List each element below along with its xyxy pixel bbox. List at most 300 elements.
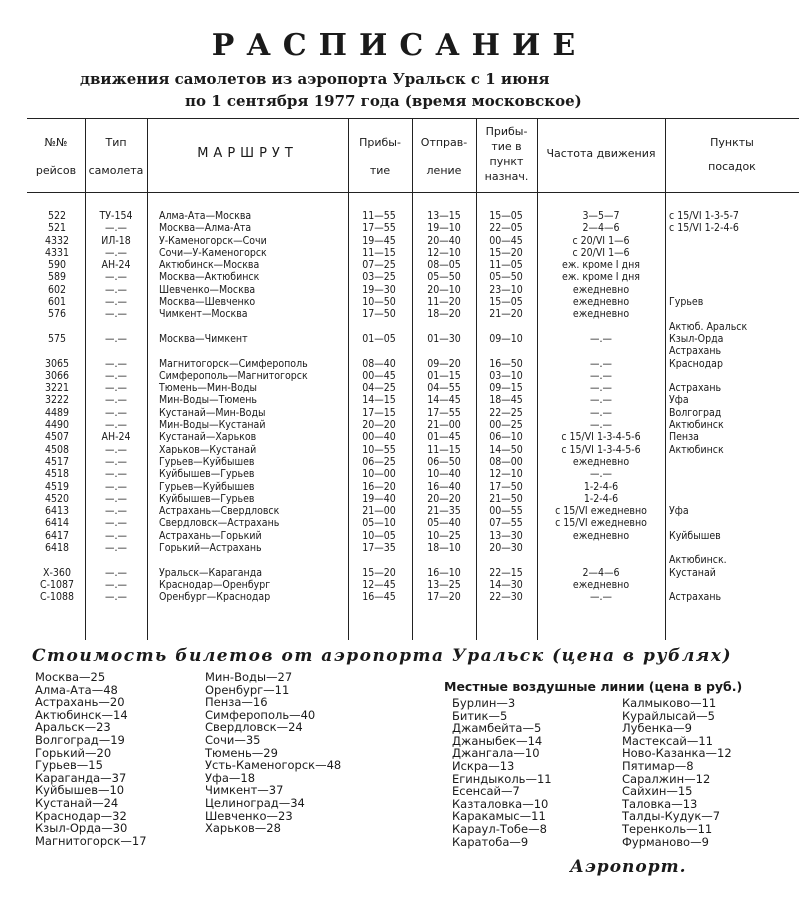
cell-frequency: с 15/VI 1-3-4-5-6 [561,431,641,444]
cell-route: Мин-Воды—Кустанай [159,419,266,432]
cell-departure-time: 06—50 [427,455,461,468]
fare-item: Таловка—13 [622,796,698,811]
cell-destination-arrival-time: 00—25 [489,419,523,432]
cell-departure-time: 20—20 [427,492,461,505]
header-departure: Отправ- ление [420,136,468,177]
fare-item: Алма-Ата—48 [35,682,118,697]
cell-flight-number: 4332 [44,234,70,247]
subtitle-line-1: движения самолетов из аэропорта Уральск с 1 июня [80,70,550,88]
cell-arrival-time: 17—55 [362,222,396,235]
cell-route: Кустанай—Харьков [159,431,257,444]
cell-departure-time: 01—15 [427,369,461,382]
cell-destination-arrival-time: 08—00 [489,455,523,468]
cell-frequency: ежедневно [572,455,630,468]
cell-route: Мин-Воды—Тюмень [159,394,257,407]
header-route: МАРШРУТ [197,146,298,161]
cell-aircraft-type: —.— [105,591,127,604]
cell-frequency: —.— [590,357,612,370]
cell-aircraft-type: —.— [105,369,127,382]
cell-departure-time: 13—25 [427,578,461,591]
cell-destination-arrival-time: 22—30 [489,591,523,604]
cell-aircraft-type: —.— [105,529,127,542]
cell-frequency: —.— [590,406,612,419]
schedule-table [27,118,799,640]
fare-item: Тюмень—29 [205,745,278,760]
cell-departure-time: 16—10 [427,566,461,579]
table-row [27,382,799,394]
cell-flight-number: 4519 [44,480,70,493]
cell-departure-time: 04—55 [427,382,461,395]
cell-departure-time: 10—25 [427,529,461,542]
cell-arrival-time: 16—20 [362,480,396,493]
table-row [27,542,799,554]
cell-flight-number: 6413 [44,505,70,518]
cell-flight-number: 4490 [44,419,70,432]
fare-item: Оренбург—11 [205,682,290,697]
cell-route: Москва—Актюбинск [159,271,260,284]
table-row [27,394,799,406]
cell-flight-number: 602 [47,283,67,296]
fare-item: Харьков—28 [205,821,281,836]
cell-destination-arrival-time: 03—10 [489,369,523,382]
cell-destination-arrival-time: 00—55 [489,505,523,518]
local-lines-title: Местные воздушные линии (цена в руб.) [444,679,743,694]
cell-stops: Астрахань [669,382,722,395]
cell-frequency: 2—4—6 [582,222,620,235]
cell-aircraft-type: —.— [105,406,127,419]
fare-item: Астрахань—20 [35,695,125,710]
cell-aircraft-type: —.— [105,283,127,296]
fare-item: Шевченко—23 [205,808,293,823]
cell-destination-arrival-time: 21—50 [489,492,523,505]
cell-destination-arrival-time: 14—30 [489,578,523,591]
cell-aircraft-type: ТУ-154 [99,210,133,222]
fare-item: Аральск—23 [35,720,111,735]
cell-flight-number: 4331 [44,246,70,259]
cell-stops: Кустанай [669,566,716,579]
cell-route: Свердловск—Астрахань [159,517,280,530]
cell-frequency: —.— [590,419,612,432]
cell-arrival-time: 05—10 [362,517,396,530]
cell-arrival-time: 17—15 [362,406,396,419]
signature: Аэропорт. [570,857,687,877]
fare-item: Кзыл-Орда—30 [35,821,128,836]
fare-item: Талды-Кудук—7 [622,809,721,824]
cell-stops: Волгоград [669,406,722,419]
cell-route: Тюмень—Мин-Воды [159,382,257,395]
cell-flight-number: 575 [47,332,67,345]
cell-destination-arrival-time: 22—25 [489,406,523,419]
cell-route: Москва—Шевченко [159,296,256,309]
cell-departure-time: 11—20 [427,296,461,309]
fare-item: Бурлин—3 [452,696,516,710]
header-stops: Пункты посадок [708,136,756,173]
cell-arrival-time: 12—45 [362,578,396,591]
table-row [27,431,799,443]
header-flight-number: №№ рейсов [35,136,77,177]
table-row [27,554,799,566]
cell-destination-arrival-time: 09—10 [489,332,523,345]
table-row [27,530,799,542]
table-row [27,567,799,579]
table-row [27,407,799,419]
cell-flight-number: 6414 [44,517,70,530]
fare-item: Курайлысай—5 [622,708,715,723]
fare-item: Егиндыколь—11 [452,771,552,786]
schedule-rows [27,210,799,604]
fare-item: Джаныбек—14 [452,733,543,748]
cell-destination-arrival-time: 21—20 [489,308,523,321]
fare-item: Краснодар—32 [35,808,127,823]
cell-aircraft-type: —.— [105,357,127,370]
cell-stops: Астрахань [669,345,722,358]
cell-departure-time: 18—10 [427,542,461,555]
cell-route: Куйбышев—Гурьев [159,492,255,505]
cell-route: Шевченко—Москва [159,283,256,296]
cell-arrival-time: 10—50 [362,296,396,309]
cell-frequency: с 15/VI ежедневно [555,505,647,518]
table-row [27,247,799,259]
cell-flight-number: 522 [47,210,67,222]
cell-destination-arrival-time: 15—05 [489,296,523,309]
cell-destination-arrival-time: 06—10 [489,431,523,444]
table-row [27,579,799,591]
cell-flight-number: 3065 [44,357,70,370]
fare-item: Актюбинск—14 [35,707,128,722]
fare-item: Кустанай—24 [35,795,119,810]
fare-item: Симферополь—40 [205,707,316,722]
cell-arrival-time: 19—30 [362,283,396,296]
cell-aircraft-type: —.— [105,394,127,407]
cell-flight-number: 6418 [44,542,70,555]
cell-frequency: —.— [590,394,612,407]
cell-route: Алма-Ата—Москва [159,210,252,222]
fare-item: Волгоград—19 [35,732,125,747]
cell-departure-time: 16—40 [427,480,461,493]
fare-item: Саралжин—12 [622,771,711,786]
cell-departure-time: 09—20 [427,357,461,370]
cell-frequency: —.— [590,468,612,481]
cell-departure-time: 08—05 [427,259,461,272]
cell-arrival-time: 20—20 [362,419,396,432]
cell-aircraft-type: ИЛ-18 [101,234,131,247]
cell-flight-number: С-1088 [39,591,75,604]
cell-destination-arrival-time: 18—45 [489,394,523,407]
cell-destination-arrival-time: 22—05 [489,222,523,235]
fare-item: Магнитогорск—17 [35,833,147,848]
cell-arrival-time: 14—15 [362,394,396,407]
cell-route: Москва—Чимкент [159,332,248,345]
cell-aircraft-type: —.— [105,332,127,345]
cell-frequency: —.— [590,369,612,382]
fare-item: Есенсай—7 [452,784,520,799]
cell-departure-time: 13—15 [427,210,461,222]
table-row [27,271,799,283]
cell-route: Астрахань—Горький [159,529,262,542]
cell-aircraft-type: —.— [105,517,127,530]
table-row [27,505,799,517]
cell-frequency: ежедневно [572,283,630,296]
cell-stops: с 15/VI 1-2-4-6 [669,222,739,235]
cell-destination-arrival-time: 00—45 [489,234,523,247]
table-row [27,370,799,382]
cell-departure-time: 01—45 [427,431,461,444]
cell-departure-time: 19—10 [427,222,461,235]
cell-stops: Актюбинск. [669,554,727,567]
cell-stops: Уфа [669,505,689,518]
cell-aircraft-type: —.— [105,566,127,579]
table-row [27,222,799,234]
cell-aircraft-type: —.— [105,480,127,493]
cell-stops: Уфа [669,394,689,407]
fare-item: Уфа—18 [205,770,256,785]
table-row [27,517,799,529]
cell-stops: Гурьев [669,296,704,309]
cell-aircraft-type: —.— [105,578,127,591]
cell-stops: Краснодар [669,357,723,370]
cell-route: Чимкент—Москва [159,308,248,321]
fare-item: Чимкент—37 [205,783,284,798]
cell-stops: Актюбинск [669,419,724,432]
cell-aircraft-type: —.— [105,468,127,481]
cell-frequency: ежедневно [572,308,630,321]
table-row [27,321,799,333]
cell-frequency: —.— [590,332,612,345]
fare-item: Усть-Каменогорск—48 [205,758,342,773]
cell-flight-number: 590 [47,259,67,272]
table-row [27,235,799,247]
header-aircraft-type: Тип самолета [88,136,144,177]
table-row [27,481,799,493]
fare-item: Каратоба—9 [452,834,529,849]
cell-frequency: с 15/VI ежедневно [555,517,647,530]
cell-arrival-time: 07—25 [362,259,396,272]
cell-aircraft-type: —.— [105,419,127,432]
fare-item: Пенза—16 [205,695,268,710]
cell-stops: Актюбинск [669,443,724,456]
cell-frequency: ежедневно [572,578,630,591]
fare-item: Джамбейта—5 [452,721,542,736]
cell-arrival-time: 00—40 [362,431,396,444]
cell-destination-arrival-time: 12—10 [489,468,523,481]
fare-item: Казталовка—10 [452,796,549,811]
header-frequency: Частота движения [546,147,656,160]
cell-frequency: 2—4—6 [582,566,620,579]
cell-destination-arrival-time: 11—05 [489,259,523,272]
table-row [27,259,799,271]
local-fares-column-1 [452,697,552,848]
cell-arrival-time: 04—25 [362,382,396,395]
cell-arrival-time: 21—00 [362,505,396,518]
cell-destination-arrival-time: 09—15 [489,382,523,395]
cell-stops: Астрахань [669,591,722,604]
cell-arrival-time: 03—25 [362,271,396,284]
cell-departure-time: 21—00 [427,419,461,432]
cell-route: Магнитогорск—Симферополь [159,357,308,370]
cell-arrival-time: 17—50 [362,308,396,321]
cell-frequency: еж. кроме I дня [562,259,640,272]
cell-departure-time: 20—10 [427,283,461,296]
cell-flight-number: 3222 [44,394,70,407]
fare-item: Москва—25 [35,670,106,684]
cell-stops: Куйбышев [669,529,721,542]
cell-destination-arrival-time: 23—10 [489,283,523,296]
local-fares-column-2 [622,697,732,848]
table-row [27,333,799,345]
fare-item: Караганда—37 [35,770,127,785]
cell-flight-number: 4518 [44,468,70,481]
fare-item: Теренколь—11 [622,821,713,836]
cell-flight-number: 4507 [44,431,70,444]
cell-departure-time: 17—20 [427,591,461,604]
cell-frequency: —.— [590,382,612,395]
cell-departure-time: 14—45 [427,394,461,407]
table-row [27,493,799,505]
header-arrival: Прибы- тие [359,136,401,177]
cell-destination-arrival-time: 20—30 [489,542,523,555]
cell-flight-number: 3066 [44,369,70,382]
cell-frequency: —.— [590,591,612,604]
cell-arrival-time: 15—20 [362,566,396,579]
cell-arrival-time: 10—05 [362,529,396,542]
subtitle-line-2: по 1 сентября 1977 года (время московское) [185,92,582,110]
fares-column-1 [35,671,147,847]
table-row [27,296,799,308]
cell-arrival-time: 19—45 [362,234,396,247]
cell-frequency: с 20/VI 1—6 [572,234,630,247]
cell-route: У-Каменогорск—Сочи [159,234,267,247]
cell-route: Гурьев—Куйбышев [159,455,255,468]
cell-flight-number: 4517 [44,455,70,468]
cell-frequency: ежедневно [572,529,630,542]
cell-arrival-time: 11—55 [362,210,396,222]
cell-flight-number: 576 [47,308,67,321]
cell-departure-time: 12—10 [427,246,461,259]
cell-stops: с 15/VI 1-3-5-7 [669,210,739,222]
cell-aircraft-type: —.— [105,308,127,321]
cell-flight-number: С-1087 [39,578,75,591]
cell-arrival-time: 16—45 [362,591,396,604]
cell-arrival-time: 06—25 [362,455,396,468]
cell-departure-time: 01—30 [427,332,461,345]
cell-stops: Кзыл-Орда [669,332,724,345]
fare-item: Мастексай—11 [622,733,713,748]
fare-item: Калмыково—11 [622,696,717,710]
fare-item: Караул-Тобе—8 [452,821,547,836]
fare-item: Горький—20 [35,745,112,760]
table-row [27,419,799,431]
table-row [27,345,799,357]
table-row [27,210,799,222]
fare-item: Искра—13 [452,758,515,773]
cell-stops: Актюб. Аральск [669,320,748,333]
cell-arrival-time: 17—35 [362,542,396,555]
cell-arrival-time: 10—00 [362,468,396,481]
cell-flight-number: Х-360 [43,566,71,579]
cell-arrival-time: 11—15 [362,246,396,259]
table-row [27,444,799,456]
cell-destination-arrival-time: 14—50 [489,443,523,456]
cell-flight-number: 521 [47,222,67,235]
cell-frequency: с 15/VI 1-3-4-5-6 [561,443,641,456]
cell-flight-number: 601 [47,296,67,309]
cell-arrival-time: 10—55 [362,443,396,456]
cell-destination-arrival-time: 13—30 [489,529,523,542]
cell-aircraft-type: —.— [105,382,127,395]
cell-departure-time: 20—40 [427,234,461,247]
cell-aircraft-type: —.— [105,443,127,456]
table-row [27,284,799,296]
cell-flight-number: 589 [47,271,67,284]
cell-frequency: с 20/VI 1—6 [572,246,630,259]
cell-aircraft-type: АН-24 [101,431,131,444]
cell-flight-number: 3221 [44,382,70,395]
fare-item: Сочи—35 [205,732,261,747]
cell-route: Актюбинск—Москва [159,259,260,272]
cell-arrival-time: 08—40 [362,357,396,370]
cell-destination-arrival-time: 15—05 [489,210,523,222]
cell-destination-arrival-time: 15—20 [489,246,523,259]
cell-aircraft-type: —.— [105,455,127,468]
cell-departure-time: 11—15 [427,443,461,456]
cell-route: Астрахань—Свердловск [159,505,280,518]
cell-aircraft-type: —.— [105,542,127,555]
cell-aircraft-type: АН-24 [101,259,131,272]
table-row [27,468,799,480]
fare-item: Ново-Казанка—12 [622,746,732,761]
cell-frequency: 1-2-4-6 [583,492,619,505]
cell-route: Оренбург—Краснодар [159,591,271,604]
table-row [27,308,799,320]
cell-arrival-time: 00—45 [362,369,396,382]
fare-item: Джангала—10 [452,746,540,761]
cell-frequency: 1-2-4-6 [583,480,619,493]
cell-stops: Пенза [669,431,699,444]
fare-item: Сайхин—15 [622,784,693,799]
cell-route: Москва—Алма-Ата [159,222,252,235]
cell-aircraft-type: —.— [105,246,127,259]
cell-flight-number: 6417 [44,529,70,542]
cell-destination-arrival-time: 07—55 [489,517,523,530]
cell-departure-time: 17—55 [427,406,461,419]
table-row [27,358,799,370]
fare-item: Целиноград—34 [205,795,305,810]
cell-destination-arrival-time: 16—50 [489,357,523,370]
cell-route: Сочи—У-Каменогорск [159,246,267,259]
cell-destination-arrival-time: 17—50 [489,480,523,493]
cell-aircraft-type: —.— [105,222,127,235]
cell-arrival-time: 01—05 [362,332,396,345]
table-row [27,456,799,468]
cell-route: Горький—Астрахань [159,542,262,555]
fare-item: Мин-Воды—27 [205,670,293,684]
fare-item: Гурьев—15 [35,758,103,773]
fare-item: Фурманово—9 [622,834,709,849]
cell-route: Гурьев—Куйбышев [159,480,255,493]
cell-route: Куйбышев—Гурьев [159,468,255,481]
cell-frequency: ежедневно [572,296,630,309]
fares-title: Стоимость билетов от аэропорта Уральск (цена в рублях) [32,646,732,666]
cell-route: Уральск—Караганда [159,566,263,579]
cell-route: Харьков—Кустанай [159,443,257,456]
fare-item: Каракамыс—11 [452,809,546,824]
cell-destination-arrival-time: 22—15 [489,566,523,579]
cell-route: Симферополь—Магнитогорск [159,369,308,382]
fare-item: Куйбышев—10 [35,783,125,798]
cell-route: Краснодар—Оренбург [159,578,271,591]
cell-departure-time: 10—40 [427,468,461,481]
table-row [27,591,799,603]
